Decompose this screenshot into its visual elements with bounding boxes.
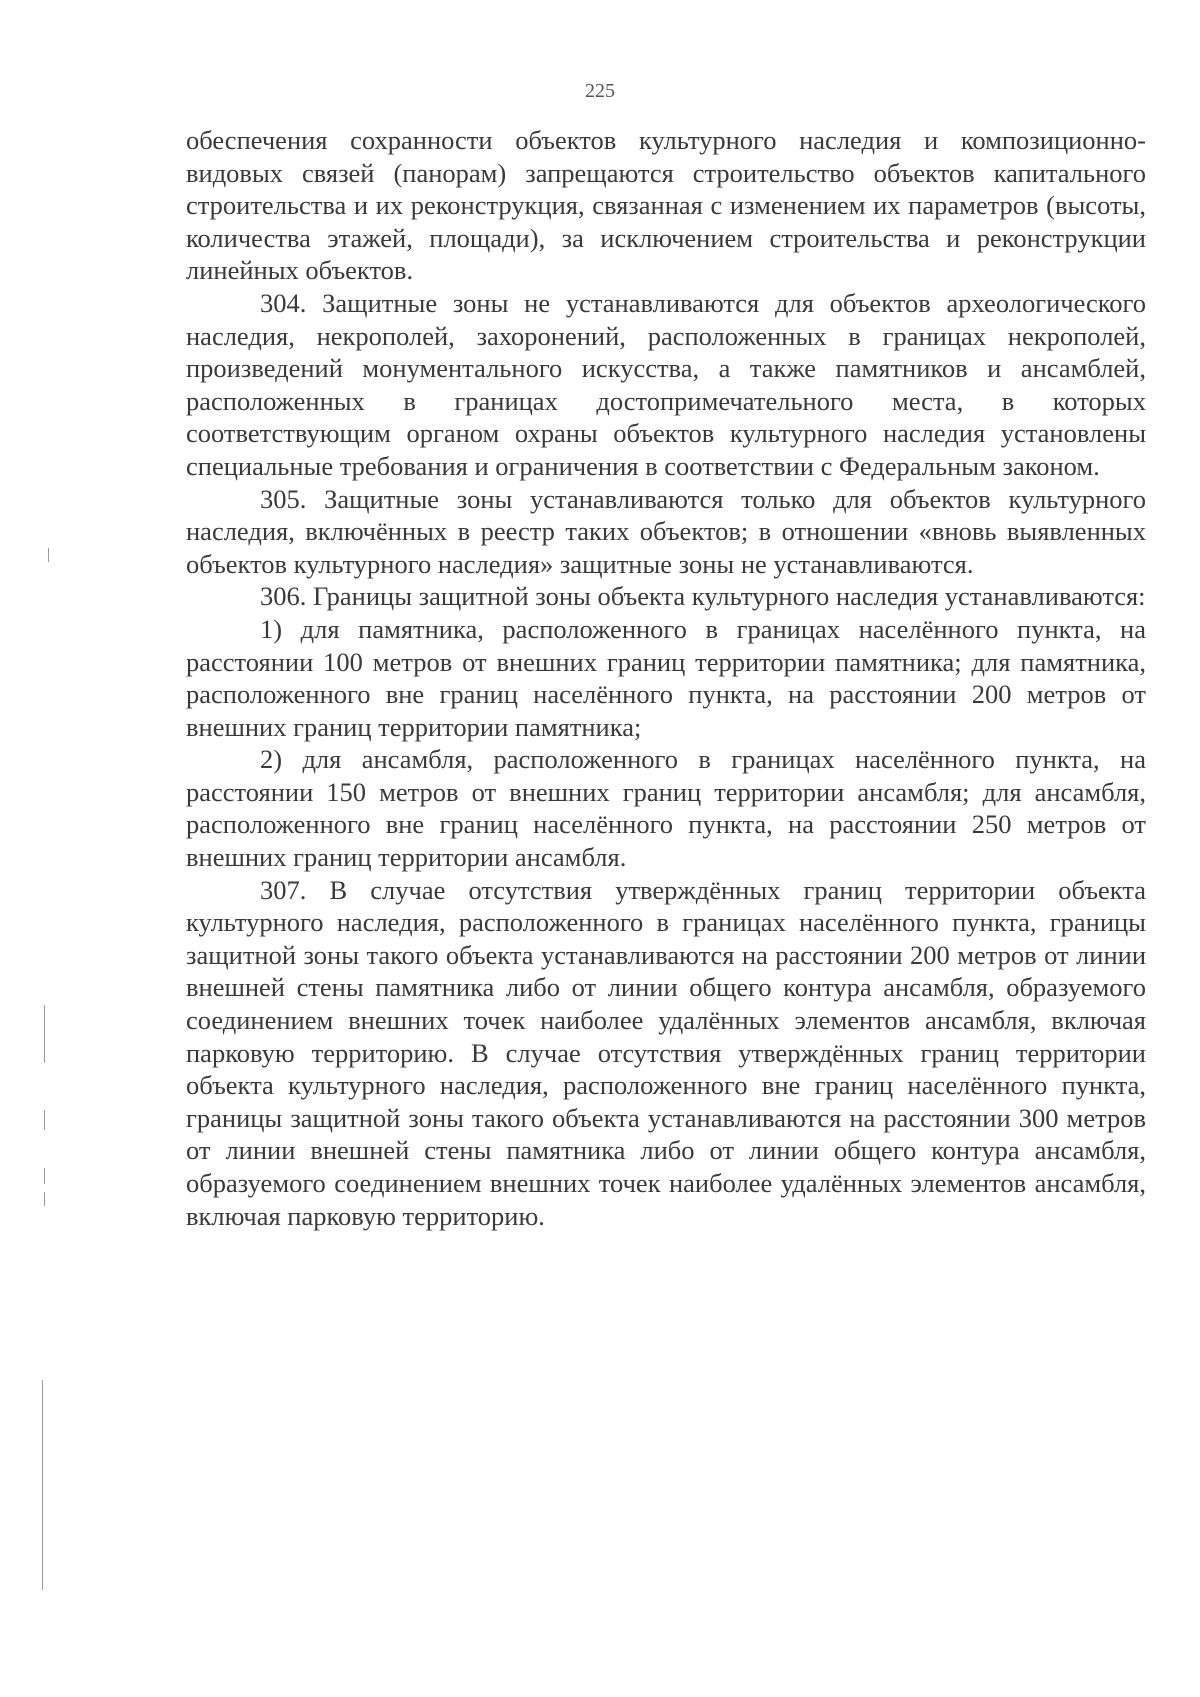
document-body	[186, 124, 1146, 1232]
scan-margin-mark	[42, 1380, 43, 1590]
paragraph-304: 304. Защитные зоны не устанавливаются для объектов археологического наследия, некрополей, захоронений, расположенных в границах некрополей, произведений монументального искусства, а также памятников и ансамблей, расположенных в границах достопримечательного места, в которых соответствующим органом охраны объектов культурного наследия установлены специальные требования и ограничения в соответствии с Федеральным законом.	[186, 287, 1146, 481]
paragraph-306-item-1: 1) для памятника, расположенного в границах населённого пункта, на расстоянии 100 метров от внешних границ территории памятника; для памятника, расположенного вне границ населённого пункта, на расстоянии 200 метров от внешних границ территории памятника;	[186, 613, 1146, 742]
paragraph-305: 305. Защитные зоны устанавливаются только для объектов культурного наследия, включённых в реестр таких объектов; в отношении «вновь выявленных объектов культурного наследия» защитные зоны не устанавливаются.	[186, 483, 1146, 579]
paragraph-306-item-2: 2) для ансамбля, расположенного в границах населённого пункта, на расстоянии 150 метров от внешних границ территории ансамбля; для ансамбля, расположенного вне границ населённого пункта, на расстоянии 250 метров от внешних границ территории ансамбля.	[186, 744, 1146, 873]
scan-margin-mark	[44, 1005, 45, 1063]
scan-margin-mark	[44, 1110, 45, 1130]
paragraph-306: 306. Границы защитной зоны объекта культурного наследия устанавливаются:	[260, 581, 1146, 612]
paragraph-continuation: обеспечения сохранности объектов культурного наследия и композиционно-видовых связей (панорам) запрещаются строительство объектов капитального строительства и их реконструкция, связанная с изменением их параметров (высоты, количества этажей, площади), за исключением строительства и реконструкции линейных объектов.	[186, 125, 1146, 286]
scan-margin-mark	[44, 1192, 45, 1206]
scan-margin-mark	[44, 1168, 45, 1184]
page-number: 225	[585, 80, 615, 102]
paragraph-307: 307. В случае отсутствия утверждённых границ территории объекта культурного наследия, расположенного в границах населённого пункта, границы защитной зоны такого объекта устанавливаются на расстоянии 200 метров от линии внешней стены памятника либо от линии общего контура ансамбля, образуемого соединением внешних точек наиболее удалённых элементов ансамбля, включая парковую территорию. В случае отсутствия утверждённых границ территории объекта культурного наследия, расположенного вне границ населённого пункта, границы защитной зоны такого объекта устанавливаются на расстоянии 300 метров от линии внешней стены памятника либо от линии общего контура ансамбля, образуемого соединением внешних точек наиболее удалённых элементов ансамбля, включая парковую территорию.	[186, 874, 1146, 1231]
scan-margin-mark	[48, 548, 49, 562]
